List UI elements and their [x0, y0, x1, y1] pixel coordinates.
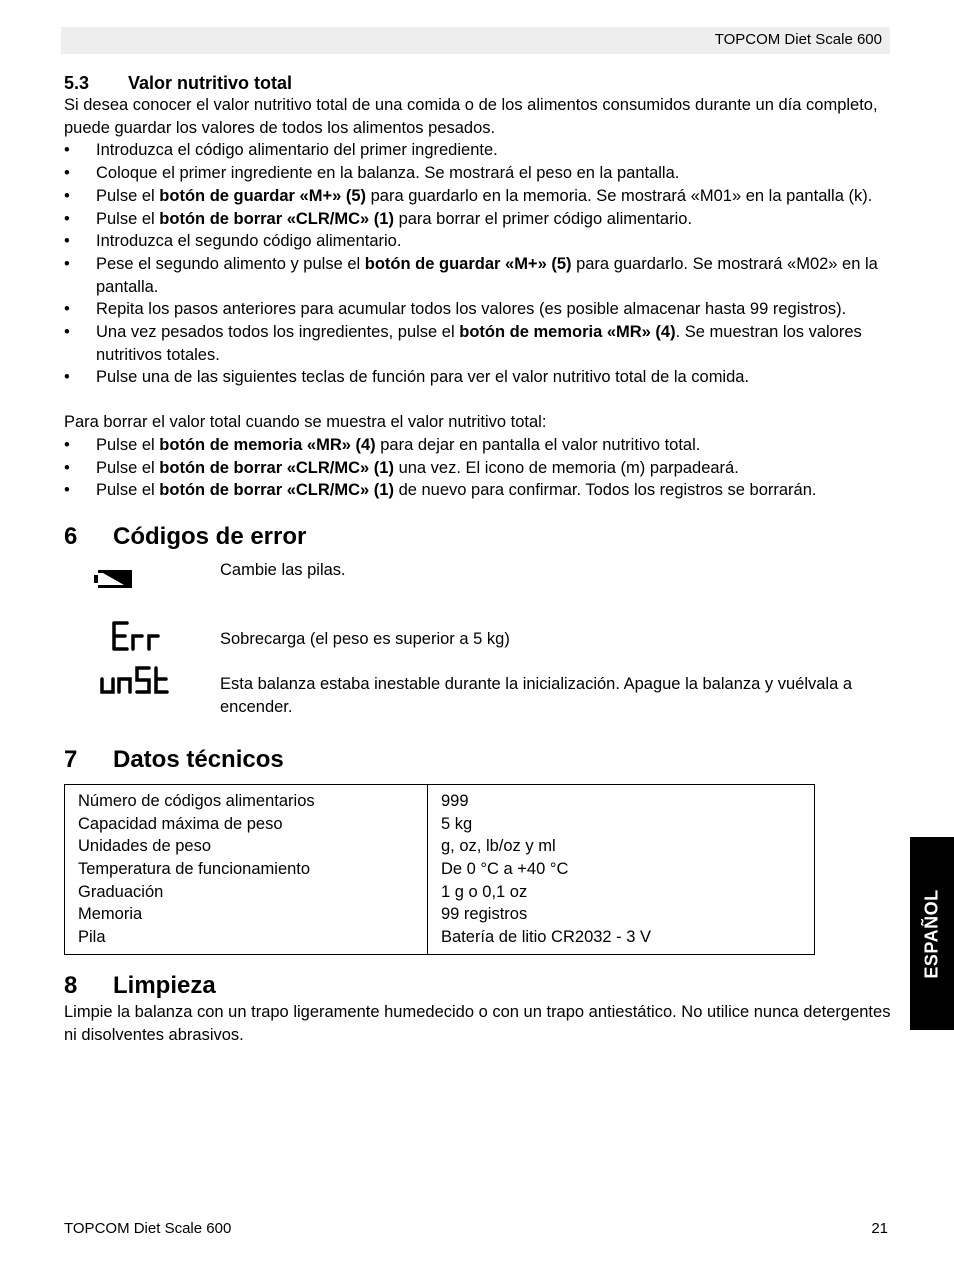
list-item: • Pulse el botón de borrar «CLR/MC» (1) de nuevo para confirmar. Todos los registros se borrarán.	[64, 479, 892, 502]
list-item: • Pese el segundo alimento y pulse el botón de guardar «M+» (5) para guardarlo. Se mostrará «M02» en la pantalla.	[64, 253, 892, 298]
section-5-3-intro: Si desea conocer el valor nutritivo total de una comida o de los alimentos consumidos durante un día completo, puede guardar los valores de todos los alimentos pesados.	[64, 96, 878, 137]
section-6-heading: 6 Códigos de error	[64, 522, 307, 550]
section-7-heading: 7 Datos técnicos	[64, 745, 284, 773]
labels-cell: Número de códigos alimentarios Capacidad máxima de peso Unidades de peso Temperatura de funcionamiento Graduación Memoria Pila	[65, 784, 428, 954]
clear-steps-list	[64, 434, 892, 502]
section-8-heading: 8 Limpieza	[64, 971, 216, 999]
section-title: Valor nutritivo total	[128, 73, 293, 93]
page-content	[64, 72, 892, 1046]
err-display-icon	[111, 620, 161, 657]
section-5-3-heading	[64, 72, 892, 94]
list-item: • Pulse el botón de borrar «CLR/MC» (1) para borrar el primer código alimentario.	[64, 208, 892, 231]
list-item: • Una vez pesados todos los ingredientes, pulse el botón de memoria «MR» (4). Se muestran los valores nutritivos totales.	[64, 321, 892, 366]
list-item: • Pulse el botón de guardar «M+» (5) para guardarlo en la memoria. Se mostrará «M01» en la pantalla (k).	[64, 185, 892, 208]
footer-title: TOPCOM Diet Scale 600	[64, 1220, 232, 1237]
language-label: ESPAÑOL	[921, 888, 942, 979]
section-number: 5.3	[64, 73, 90, 93]
low-battery-icon	[94, 570, 132, 593]
language-tab	[910, 837, 954, 1030]
header-title: TOPCOM Diet Scale 600	[714, 31, 882, 48]
clear-intro: Para borrar el valor total cuando se muestra el valor nutritivo total:	[64, 413, 547, 432]
error-row-unst	[64, 673, 892, 721]
values-cell: 999 5 kg g, oz, lb/oz y ml De 0 °C a +40 °C 1 g o 0,1 oz 99 registros Batería de litio CR2032 - 3 V	[428, 784, 815, 954]
list-item: • Pulse el botón de memoria «MR» (4) para dejar en pantalla el valor nutritivo total.	[64, 434, 892, 457]
page-header	[61, 27, 890, 54]
error-text: Cambie las pilas.	[220, 560, 346, 579]
section-8-text: Limpie la balanza con un trapo ligeramente humedecido o con un trapo antiestático. No utilice nunca detergentes ni disolventes abrasivos.	[64, 1002, 891, 1044]
error-row-battery	[64, 559, 892, 627]
list-item: • Pulse una de las siguientes teclas de función para ver el valor nutritivo total de la comida.	[64, 366, 892, 389]
error-text: Esta balanza estaba inestable durante la inicialización. Apague la balanza y vuélvala a encender.	[220, 674, 853, 716]
error-text: Sobrecarga (el peso es superior a 5 kg)	[220, 629, 510, 648]
page-number: 21	[871, 1220, 888, 1237]
list-item: • Introduzca el segundo código alimentario.	[64, 230, 892, 253]
list-item: • Pulse el botón de borrar «CLR/MC» (1) una vez. El icono de memoria (m) parpadeará.	[64, 457, 892, 480]
error-row-err	[64, 627, 892, 673]
list-item: • Introduzca el código alimentario del primer ingrediente.	[64, 139, 892, 162]
list-item: • Coloque el primer ingrediente en la balanza. Se mostrará el peso en la pantalla.	[64, 162, 892, 185]
unst-display-icon	[100, 665, 170, 700]
steps-list	[64, 139, 892, 389]
list-item: • Repita los pasos anteriores para acumular todos los valores (es posible almacenar hasta 99 registros).	[64, 298, 892, 321]
tech-data-table	[64, 784, 815, 955]
table-row	[65, 784, 815, 954]
